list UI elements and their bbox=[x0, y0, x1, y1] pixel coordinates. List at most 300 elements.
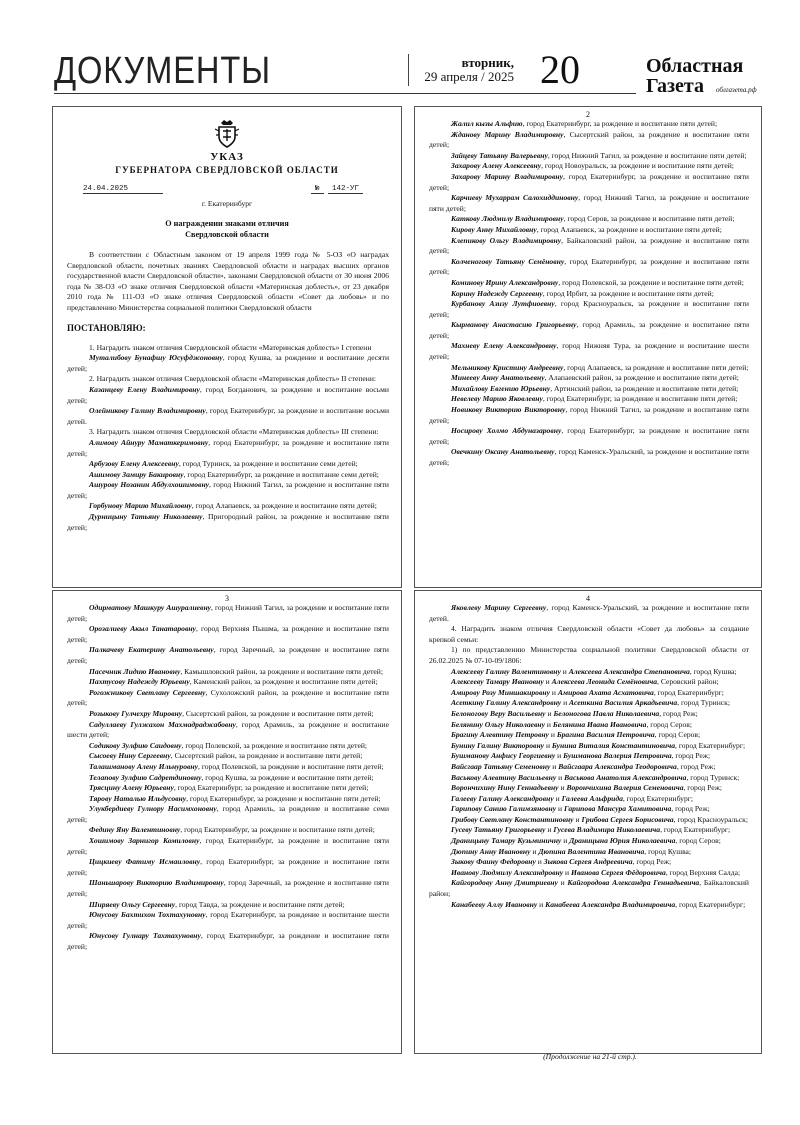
location: , город Серов; bbox=[675, 836, 721, 846]
couple-item bbox=[429, 878, 749, 899]
document-page-2 bbox=[414, 106, 762, 588]
spouse-b: Брагина Василия Петровича bbox=[556, 730, 655, 740]
spouse-a: Галееву Галину Александровну bbox=[451, 793, 554, 803]
item-2: 2. Наградить знаком отличия Свердловской области «Материнская доблесть» II степени: bbox=[89, 374, 377, 384]
spouse-a: Белянину Ольгу Николаевну bbox=[451, 719, 546, 729]
spouse-a: Грибову Светлану Константиновну bbox=[451, 814, 574, 824]
item-1: 1. Наградить знаком отличия Свердловской области «Материнская доблесть» I степени bbox=[89, 342, 372, 352]
awardee-name: Невелеву Марию Яковлевну bbox=[451, 394, 543, 404]
spouse-b: Гусева Владимира Николаевича bbox=[553, 825, 661, 835]
couple-item bbox=[429, 677, 749, 688]
couple-item bbox=[429, 762, 749, 773]
location: , город Екатеринбург; bbox=[622, 793, 693, 803]
award-details: , город Екатеринбург, за рождение и воспитание пяти детей; bbox=[542, 394, 738, 404]
awardee-name: Новикову Викторию Викторовну bbox=[451, 405, 566, 415]
decree-body bbox=[53, 250, 401, 533]
list-item bbox=[67, 470, 389, 481]
couple-item bbox=[429, 868, 749, 879]
awardee-name: Мельникову Кристину Андреевну bbox=[451, 362, 564, 372]
issue-date bbox=[414, 56, 514, 84]
award-details: , Байкаловский район, за рождение и воспитание пяти детей; bbox=[429, 235, 749, 256]
spouse-a: Бунину Галину Викторовну bbox=[451, 740, 545, 750]
weekday: вторник, bbox=[461, 55, 514, 70]
logo-line-1: Областная bbox=[646, 55, 744, 77]
awardee-name: Палкачеву Екатерину Анатольевну bbox=[89, 645, 214, 655]
couple-item bbox=[429, 688, 749, 699]
awardee-name: Улукбердиеву Гулнору Насимхоновну bbox=[89, 804, 217, 814]
award-details: , город Екатеринбург, за рождение и воспитание восьми детей. bbox=[67, 406, 390, 426]
location: , город Кушва; bbox=[644, 846, 692, 856]
conjunction: и bbox=[561, 698, 570, 708]
entries bbox=[67, 603, 389, 953]
award-details: , город Алапаевск, за рождение и воспитание пяти детей; bbox=[536, 224, 722, 234]
award-details: , город Каменск-Уральский, за рождение и воспитание пяти детей; bbox=[429, 447, 749, 467]
list-item bbox=[429, 225, 749, 236]
award-details: , город Арамиль, за рождение и воспитание семи детей; bbox=[67, 804, 390, 824]
location: , город Екатеринбург; bbox=[660, 825, 731, 835]
award-details: , город Екатеринбург, за рождение и воспитание пяти детей; bbox=[67, 836, 390, 856]
entries-3 bbox=[67, 438, 389, 533]
spouse-b: Канабеева Александра Владимировича bbox=[545, 899, 676, 909]
page-4-body bbox=[415, 603, 761, 910]
award-details: , город Полевской, за рождение и воспитание пяти детей; bbox=[198, 761, 384, 771]
conjunction: и bbox=[544, 740, 552, 750]
coat-of-arms-icon bbox=[213, 119, 241, 149]
awardee-name: Олейникову Галину Владимировну bbox=[89, 406, 206, 416]
list-item bbox=[67, 751, 389, 762]
list-item bbox=[67, 406, 389, 427]
award-details: , Сысертский район, за рождение и воспитание пяти детей; bbox=[182, 708, 374, 718]
location: , город Екатеринбург; bbox=[653, 687, 724, 697]
awardee-name: Цицкиеву Фатиму Исмаиловну bbox=[89, 857, 201, 867]
list-item bbox=[67, 709, 389, 720]
conjunction: и bbox=[553, 793, 562, 803]
award-details: , город Екатеринбург, за рождение и воспитание пяти детей; bbox=[429, 171, 749, 192]
spouse-b: Кайгородова Александра Геннадьевича bbox=[567, 878, 700, 888]
couple-item bbox=[429, 709, 749, 720]
list-item bbox=[429, 236, 749, 257]
conjunction: и bbox=[561, 836, 570, 846]
location: , Байкаловский район; bbox=[429, 878, 749, 899]
awardee-name: Ашимову Замиру Бакировну bbox=[89, 469, 184, 479]
decree-title: О награждении знаками отличия Свердловской области bbox=[165, 219, 289, 239]
document-page-1 bbox=[52, 106, 402, 588]
award-details: , город Кушва, за рождение и воспитание десяти детей; bbox=[67, 353, 390, 373]
spouse-a: Брагину Алевтину Петровну bbox=[451, 730, 549, 740]
spouse-b: Васькова Анатолия Александровича bbox=[564, 772, 687, 782]
entries-1 bbox=[67, 353, 389, 374]
spouse-b: Алексеева Александра Степановича bbox=[568, 666, 690, 676]
document-page-3 bbox=[52, 590, 402, 1054]
spouse-b: Иванова Сергея Фёдоровича bbox=[571, 867, 666, 877]
couple-item bbox=[429, 900, 749, 911]
list-item bbox=[429, 161, 749, 172]
decree-meta bbox=[83, 185, 371, 197]
conjunction: и bbox=[556, 804, 564, 814]
awardee-name: Сысоеву Нину Сергеевну bbox=[89, 751, 171, 761]
awardee-name: Шаньшарову Викторию Владимировну bbox=[89, 878, 224, 888]
award-details: , Алапаевский район, за рождение и воспитание пяти детей; bbox=[544, 373, 739, 383]
award-details: , город Екатеринбург, за рождение и воспитание пяти детей; bbox=[67, 931, 389, 951]
awardee-name: Горбунову Марию Михайловну bbox=[89, 501, 192, 511]
award-details: , Пригородный район, за рождение и воспитание пяти детей; bbox=[67, 512, 389, 532]
spouse-b: Ворончихина Валерия Семеновича bbox=[566, 783, 684, 793]
list-item bbox=[429, 214, 749, 225]
award-details: , город Екатеринбург, за рождение и воспитание пяти детей; bbox=[173, 783, 369, 793]
site-name: облгазета.рф bbox=[716, 86, 757, 94]
list-item bbox=[67, 804, 389, 825]
list-item bbox=[67, 762, 389, 773]
awardee-name: Казанцеву Елену Владимировну bbox=[89, 384, 200, 394]
award-details: , город Полевской, за рождение и воспитание пяти детей; bbox=[558, 277, 744, 287]
conjunction: и bbox=[530, 846, 539, 856]
award-details: , город Новоуральск, за рождение и воспитание пяти детей; bbox=[541, 161, 734, 171]
list-item bbox=[67, 385, 389, 406]
list-item bbox=[67, 624, 389, 645]
spouse-a: Зыкову Фаину Федоровну bbox=[451, 857, 536, 867]
page-2-body bbox=[415, 119, 761, 469]
award-details: , город Нижний Тагил, за рождение и воспитание пяти детей; bbox=[67, 480, 389, 500]
location: , город Серов; bbox=[654, 730, 701, 740]
award-details: , город Арамиль, за рождение и воспитание шести детей; bbox=[67, 719, 389, 740]
spouse-b: Бунина Виталия Константиновича bbox=[551, 740, 676, 750]
couple-item bbox=[429, 825, 749, 836]
list-item: Яковлеву Марину Сергеевну, город Каменск-Уральский, за рождение и воспитание пяти детей. bbox=[429, 603, 749, 623]
spouse-b: Белоногова Павла Николаевича bbox=[553, 708, 660, 718]
awardee-name: Пахтусову Надежду Юрьевну bbox=[89, 677, 190, 687]
list-item bbox=[67, 688, 389, 709]
conjunction: и bbox=[545, 708, 554, 718]
page-header bbox=[0, 0, 800, 100]
awardee-name: Минееву Анну Анатольевну bbox=[451, 373, 545, 383]
list-item bbox=[67, 720, 389, 741]
couples bbox=[429, 667, 749, 911]
location: , город Красноуральск; bbox=[673, 814, 748, 824]
awardee-name: Колченогову Татьяну Семёновну bbox=[451, 256, 565, 266]
decree-city: г. Екатеринбург bbox=[201, 199, 253, 208]
list-item bbox=[429, 341, 749, 362]
spouse-b: Грибова Сергея Борисовича bbox=[581, 814, 674, 824]
list-item bbox=[429, 384, 749, 395]
award-details: , город Верхняя Пышма, за рождение и воспитание пяти детей; bbox=[67, 624, 389, 644]
couple-item bbox=[429, 847, 749, 858]
couple-item bbox=[429, 730, 749, 741]
list-item bbox=[67, 667, 389, 678]
location: , город Реж; bbox=[659, 708, 698, 718]
spouse-b: Амирова Ахата Асхатовича bbox=[557, 687, 654, 697]
list-item bbox=[67, 773, 389, 784]
conjunction: и bbox=[549, 687, 558, 697]
awardee-name: Алимову Айнуру Маматкеримовну bbox=[89, 437, 209, 447]
header-rule bbox=[54, 93, 636, 94]
spouse-a: Гусеву Татьяну Григорьевну bbox=[451, 825, 546, 835]
spouse-a: Васькову Алевтину Васильевну bbox=[451, 772, 557, 782]
spouse-a: Иванову Людмилу Александровну bbox=[451, 867, 564, 877]
sub-item-1: 1) по представлению Министерства социальной политики Свердловской области от 26.02.2025 № 07-10-09/1806: bbox=[429, 645, 749, 665]
list-item bbox=[67, 910, 389, 931]
list-item bbox=[429, 119, 749, 130]
page-number-label: 3 bbox=[225, 594, 229, 603]
awardee-name: Жданову Марину Владимировну bbox=[451, 129, 564, 139]
logo-line-2: Газета bbox=[646, 75, 704, 97]
spouse-b: Галеева Альфрида bbox=[561, 793, 623, 803]
location: , город Верхняя Салда; bbox=[665, 867, 741, 877]
award-details: , город Екатеринбург, за рождение и воспитание пяти детей; bbox=[67, 857, 390, 877]
spouse-b: Дюпина Валентина Ивановича bbox=[538, 846, 645, 856]
conjunction: и bbox=[545, 825, 554, 835]
award-details: , Камышловский район, за рождение и воспитание пяти детей; bbox=[180, 666, 383, 676]
award-details: , город Серов, за рождение и воспитание пяти детей; bbox=[563, 214, 735, 224]
spouse-b: Драницына Юрия Николаевича bbox=[569, 836, 676, 846]
couple-item bbox=[429, 720, 749, 731]
spouse-a: Вайсгаар Татьяну Семеновну bbox=[451, 761, 551, 771]
awardee-name: Захарову Алену Алексеевну bbox=[451, 161, 542, 171]
list-item bbox=[429, 299, 749, 320]
preamble: В соответствии с Областным законом от 19 апреля 1999 года № 5-ОЗ «О наградах Свердловской области, почетных званиях Свердловской области и наградах высших органов государственной власти Свердловской области», законами Свердловской области от 30 июня 2006 года № 38-ОЗ «О знаке отличия Свердловской области «Материнская доблесть», от 23 декабря 2010 года № 111-ОЗ «О знаке отличия Свердловской области «Совет да любовь» и по представлению Министерства социальной политики Свердловской области bbox=[67, 250, 389, 312]
decree-heading: УКАЗ bbox=[210, 151, 244, 163]
location: , город Кушва; bbox=[689, 666, 737, 676]
list-item bbox=[429, 405, 749, 426]
award-details: , город Екатеринбург, за рождение и воспитание пяти детей; bbox=[429, 256, 749, 277]
awardee-name: Захарову Марину Владимировну bbox=[451, 171, 563, 181]
location: , город Реж; bbox=[632, 857, 672, 867]
award-details: , город Екатеринбург, за рождение и воспитание пяти детей; bbox=[429, 426, 749, 446]
spouse-a: Гарипову Санию Галимзяновну bbox=[451, 804, 557, 814]
list-item bbox=[429, 151, 749, 162]
location: , город Туринск; bbox=[677, 698, 730, 708]
section-title: ДОКУМЕНТЫ bbox=[54, 50, 271, 92]
item-4: 4. Наградить знаком отличия Свердловской области «Совет да любовь» за создание крепкой семьи: bbox=[429, 624, 749, 644]
location: , город Реж; bbox=[671, 804, 710, 814]
award-details: , Сысертский район, за рождение и воспитание пяти детей; bbox=[170, 751, 363, 761]
award-details: , Сухоложский район, за рождение и воспитание пяти детей; bbox=[67, 687, 389, 708]
awardee-name: Дурницыну Татьяну Николаевну bbox=[89, 512, 203, 522]
page-number-label: 4 bbox=[586, 594, 590, 603]
conjunction: и bbox=[555, 751, 564, 761]
award-details: , город Екатеринбург, за рождение и воспитание семи детей; bbox=[183, 469, 379, 479]
awardee-name: Курбанову Азизу Лутфиоевну bbox=[451, 299, 555, 309]
couple-item bbox=[429, 741, 749, 752]
list-item bbox=[67, 836, 389, 857]
awardee-name: Трясцину Алену Юрьевну bbox=[89, 783, 174, 793]
list-item bbox=[67, 677, 389, 688]
conjunction: и bbox=[560, 666, 569, 676]
spouse-b: Гарипова Мансура Хамитовича bbox=[563, 804, 672, 814]
list-item bbox=[67, 603, 389, 624]
spouse-b: Асеткина Василия Аркадьевича bbox=[569, 698, 678, 708]
awardee-name: Коминову Ирину Александровну bbox=[451, 277, 559, 287]
awardee-name: Талашманову Алену Ильнуровну bbox=[89, 761, 199, 771]
decree-date: 24.04.2025 bbox=[83, 185, 163, 194]
couple-item bbox=[429, 783, 749, 794]
list-item bbox=[429, 394, 749, 405]
location: , город Серов; bbox=[646, 719, 692, 729]
list-item bbox=[67, 501, 389, 512]
awardee-name: Федину Яну Валентиновну bbox=[89, 825, 181, 835]
location: , город Екатеринбург; bbox=[675, 899, 746, 909]
awardee-name: Розыкову Гулчехру Мировну bbox=[89, 708, 183, 718]
entries-2 bbox=[67, 385, 389, 427]
award-details: , Сысертский район, за рождение и воспитание пяти детей; bbox=[429, 129, 750, 150]
list-item bbox=[67, 783, 389, 794]
awardee-name: Овечкину Оксану Анатольевну bbox=[451, 447, 555, 457]
decree-number-value: 142-УГ bbox=[328, 185, 363, 194]
awardee-name: Содикову Зулфию Саидовну bbox=[89, 740, 182, 750]
list-item bbox=[67, 512, 389, 533]
conjunction: и bbox=[573, 814, 582, 824]
list-item bbox=[67, 857, 389, 878]
award-details: , город Екатеринбург, за рождение и воспитание шести детей; bbox=[67, 910, 390, 930]
award-details: , город Екатеринбург, за рождение и воспитание пяти детей; bbox=[180, 825, 375, 835]
award-details: , город Туринск, за рождение и воспитание семи детей; bbox=[178, 459, 358, 469]
awardee-name: Каткову Людмилу Владимировну bbox=[451, 214, 564, 224]
conjunction: и bbox=[548, 730, 557, 740]
location: , город Туринск; bbox=[686, 772, 740, 782]
conjunction: и bbox=[557, 878, 568, 888]
spouse-a: Дюпину Анну Ивановну bbox=[451, 846, 531, 856]
couple-item bbox=[429, 857, 749, 868]
spouse-a: Драницыну Тамару Кузьминичну bbox=[451, 836, 562, 846]
couple-item bbox=[429, 815, 749, 826]
couple-item bbox=[429, 698, 749, 709]
page-3-body bbox=[53, 603, 401, 953]
award-details: , город Заречный, за рождение и воспитание пяти детей; bbox=[67, 645, 389, 665]
awardee-name: Махневу Елену Александровну bbox=[451, 341, 557, 351]
awardee-name: Муталибову Бунафшу Юсуфджоновну bbox=[89, 353, 223, 363]
award-details: , город Тавда, за рождение и воспитание пяти детей; bbox=[175, 899, 345, 909]
list-item bbox=[429, 193, 749, 214]
award-details: , город Алапаевск, за рождение и воспитание пяти детей; bbox=[191, 501, 377, 511]
decree-keyword: ПОСТАНОВЛЯЮ: bbox=[67, 322, 146, 333]
award-details: , город Екатеринбург, за рождение и воспитание пяти детей; bbox=[67, 437, 389, 458]
awardee-name: Зайцеву Татьяну Валерьевну bbox=[451, 150, 548, 160]
awardee-name: Кырманову Анастасию Григорьевну bbox=[451, 320, 577, 330]
awardee-name: Михайлову Евгению Юрьевну bbox=[451, 383, 551, 393]
awardee-name: Арбузову Елену Алексеевну bbox=[89, 459, 179, 469]
conjunction: и bbox=[556, 772, 565, 782]
header-separator bbox=[408, 54, 409, 86]
spouse-a: Белоногову Веру Васильевну bbox=[451, 708, 546, 718]
awardee-name: Орозалиеву Акыл Танатаровну bbox=[89, 624, 196, 634]
awardee-name: Одирматову Машкуру Ашуралиевну bbox=[89, 603, 212, 612]
conjunction: и bbox=[563, 867, 572, 877]
spouse-a: Канабееву Аллу Ивановну bbox=[451, 899, 538, 909]
awardee-name: Пасечник Лидию Ивановну bbox=[89, 666, 181, 676]
list-item bbox=[429, 289, 749, 300]
award-details: , город Екатеринбург, за рождение и воспитание пяти детей; bbox=[186, 793, 381, 803]
spouse-b: Бушманова Валерия Петровича bbox=[563, 751, 672, 761]
conjunction: и bbox=[543, 677, 552, 687]
continuation-note: (Продолжение на 21-й стр.). bbox=[543, 1052, 637, 1061]
awardee-name: Телапову Зулфию Садретдиновну bbox=[89, 772, 202, 782]
couple-item bbox=[429, 794, 749, 805]
awardee-name: Жалил кызы Альфию bbox=[451, 119, 523, 128]
couple-item bbox=[429, 667, 749, 678]
conjunction: и bbox=[545, 719, 553, 729]
award-details: , город Нижний Тагил, за рождение и воспитание пяти детей; bbox=[547, 150, 747, 160]
location: , город Реж; bbox=[683, 783, 723, 793]
list-item bbox=[429, 373, 749, 384]
awardee-name: Ашурову Нозанин Абдулхошимовну bbox=[89, 480, 210, 490]
document-page-4 bbox=[414, 590, 762, 1054]
list-item bbox=[429, 278, 749, 289]
list-item bbox=[67, 900, 389, 911]
entries bbox=[429, 119, 749, 469]
awardee-name: Юнусову Бахтихон Тохтахуновну bbox=[89, 910, 206, 920]
list-item bbox=[429, 426, 749, 447]
list-item bbox=[67, 645, 389, 666]
location: , город Реж; bbox=[676, 761, 716, 771]
award-details: , город Кушва, за рождение и воспитание пяти детей; bbox=[201, 772, 374, 782]
location: , город Реж; bbox=[671, 751, 711, 761]
award-details: , город Арамиль, за рождение и воспитание пяти детей; bbox=[429, 320, 750, 340]
awardee-name: Хошимову Зарнигор Комиловну bbox=[89, 836, 200, 846]
spouse-a: Ворончихину Нину Геннадьевну bbox=[451, 783, 559, 793]
list-item bbox=[429, 447, 749, 468]
decree-number: № 142-УГ bbox=[311, 185, 371, 193]
conjunction: и bbox=[558, 783, 567, 793]
awardee-name: Садуллаеву Гулжахон Махмадраджабовну bbox=[89, 719, 236, 729]
spouse-b: Вайсгаара Александра Теодоровича bbox=[558, 761, 677, 771]
list-item bbox=[67, 741, 389, 752]
spouse-b: Алексеева Леонида Семёновича bbox=[551, 677, 658, 687]
list-item bbox=[429, 257, 749, 278]
couple-item bbox=[429, 751, 749, 762]
list-item bbox=[67, 438, 389, 459]
awardee-name: Кирову Анну Михайловну bbox=[451, 224, 537, 234]
spouse-b: Зыкова Сергея Андреевича bbox=[543, 857, 633, 867]
awardee-name: Рогожникову Светлану Сергеевну bbox=[89, 687, 206, 697]
list-item bbox=[67, 825, 389, 836]
award-details: , город Богданович, за рождение и воспитание восьми детей; bbox=[67, 384, 390, 405]
couple-item bbox=[429, 836, 749, 847]
location: , город Екатеринбург; bbox=[675, 740, 746, 750]
award-details: , город Заречный, за рождение и воспитание пяти детей; bbox=[67, 878, 390, 899]
award-details: , город Красноуральск, за рождение и воспитание пяти детей; bbox=[429, 299, 749, 319]
conjunction: и bbox=[537, 899, 546, 909]
governor-heading: ГУБЕРНАТОРА СВЕРДЛОВСКОЙ ОБЛАСТИ bbox=[115, 165, 339, 175]
list-item bbox=[429, 130, 749, 151]
list-item bbox=[67, 459, 389, 470]
spouse-a: Амирову Розу Миншакировну bbox=[451, 687, 550, 697]
award-details: , Артинский район, за рождение и воспитание пяти детей; bbox=[550, 383, 739, 393]
date-text: 29 апреля / 2025 bbox=[424, 69, 514, 84]
couple-item bbox=[429, 804, 749, 815]
award-details: , город Нижняя Тура, за рождение и воспитание шести детей; bbox=[429, 341, 749, 362]
award-details: , город Нижний Тагил, за рождение и воспитание пяти детей; bbox=[429, 193, 749, 213]
awardee-name: Ширяеву Ольгу Сергеевну bbox=[89, 899, 176, 909]
awardee-name: Корину Надежду Сергеевну bbox=[451, 288, 543, 298]
spouse-a: Алексееву Тамару Ивановну bbox=[451, 677, 544, 687]
awardee-name: Тярову Наталью Ильдусовну bbox=[89, 793, 187, 803]
conjunction: и bbox=[550, 761, 559, 771]
spouse-a: Асеткину Галину Александровну bbox=[451, 698, 562, 708]
award-details: , город Нижний Тагил, за рождение и воспитание пяти детей; bbox=[429, 405, 749, 425]
list-item bbox=[67, 794, 389, 805]
page-number-label: 2 bbox=[586, 110, 590, 119]
awardee-name: Карчиеву Мухаррам Салохиддиновну bbox=[451, 193, 579, 203]
list-item bbox=[429, 172, 749, 193]
awardee-name: Клепикову Ольгу Владимировну bbox=[451, 235, 562, 245]
awardee-name: Носирову Холмо Абдуназаровну bbox=[451, 426, 562, 436]
award-details: , город Нижний Тагил, за рождение и воспитание пяти детей; bbox=[67, 603, 389, 623]
list-item bbox=[67, 353, 389, 374]
award-details: , город Алапаевск, за рождение и воспитание пяти детей; bbox=[563, 362, 749, 372]
list-item bbox=[67, 878, 389, 899]
location: , Серовский район; bbox=[657, 677, 719, 687]
award-details: , Каменский район, за рождение и воспитание пяти детей; bbox=[189, 677, 378, 687]
award-details: , город Полевской, за рождение и воспитание пяти детей; bbox=[181, 740, 368, 750]
